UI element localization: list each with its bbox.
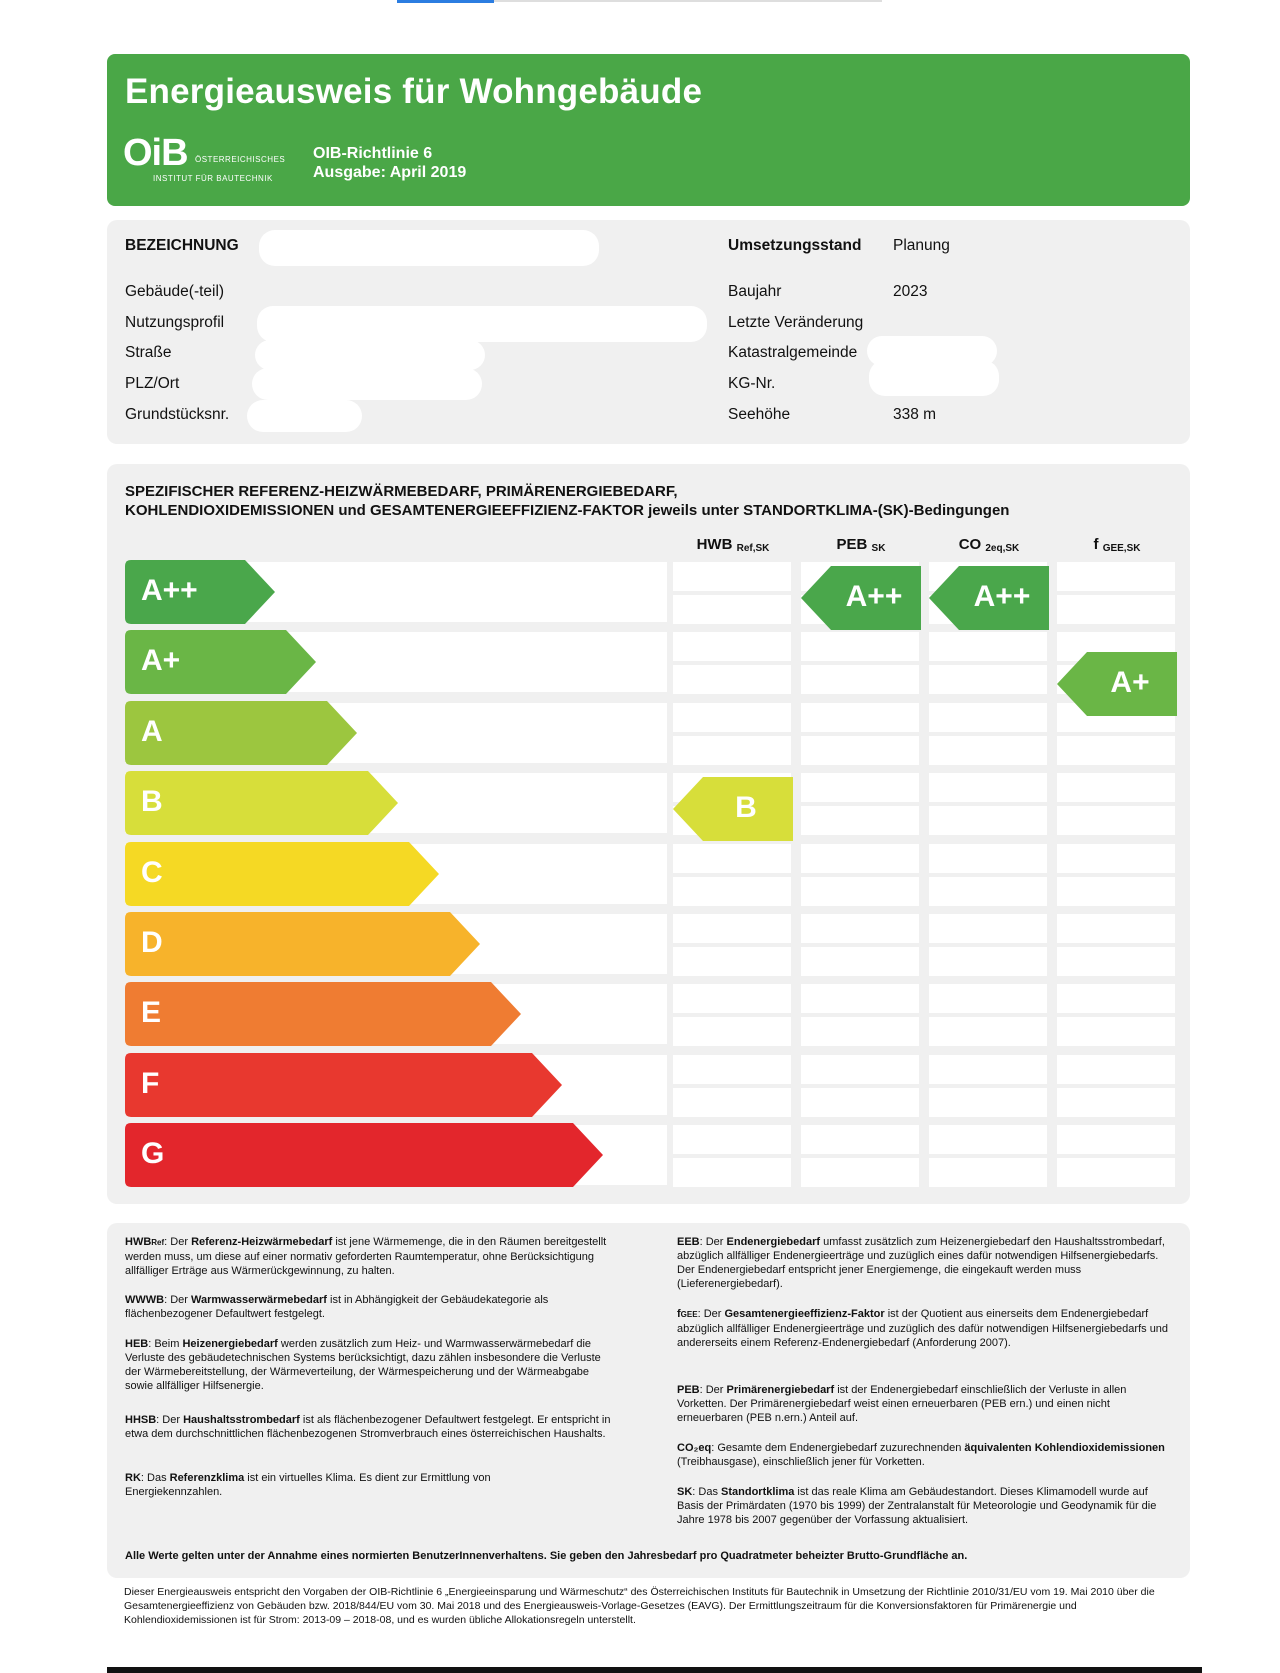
class-arrow-label: B	[141, 785, 163, 819]
rating-grid-cell	[673, 1055, 791, 1084]
oib-logo-line1: ÖSTERREICHISCHES	[195, 155, 286, 164]
rating-indicator-label: A++	[973, 580, 1031, 613]
rating-grid-cell	[673, 1158, 791, 1187]
class-arrow-label: A	[141, 714, 163, 748]
building-info-panel	[107, 220, 1190, 444]
guideline-name: OIB-Richtlinie 6	[313, 145, 433, 162]
rating-grid-cell	[1057, 806, 1175, 835]
rating-grid-cell	[801, 773, 919, 802]
rating-grid-cell	[929, 665, 1047, 694]
class-arrow-g	[125, 1123, 603, 1187]
class-arrow-shape	[125, 842, 439, 906]
rating-grid-cell	[801, 1017, 919, 1046]
rating-grid-cell	[673, 984, 791, 1013]
rating-grid-cell	[1057, 1017, 1175, 1046]
page-bottom-rule	[107, 1667, 1202, 1673]
rating-grid-cell	[673, 877, 791, 906]
class-arrow-d	[125, 912, 480, 976]
rating-grid-cell	[801, 1055, 919, 1084]
redacted-nutzungsprofil	[257, 306, 707, 342]
class-arrow-aplus	[125, 630, 316, 694]
label-letzte-veraenderung: Letzte Veränderung	[728, 314, 864, 331]
rating-indicator-label: B	[735, 791, 757, 825]
rating-grid-cell	[929, 1088, 1047, 1117]
label-strasse: Straße	[125, 344, 172, 361]
rating-indicator-hwb	[673, 777, 793, 841]
class-arrow-label: G	[141, 1137, 165, 1171]
rating-grid-cell	[673, 703, 791, 732]
rating-grid-cell	[673, 1088, 791, 1117]
rating-indicator-peb	[801, 566, 921, 630]
rating-grid-cell	[801, 1125, 919, 1154]
rating-grid-cell	[1057, 1055, 1175, 1084]
rating-grid-cell	[801, 1088, 919, 1117]
rating-grid-cell	[673, 632, 791, 661]
rating-grid-cell	[673, 844, 791, 873]
redacted-grundstuecksnr	[247, 400, 362, 432]
rating-grid-cell	[801, 806, 919, 835]
rating-grid-cell	[929, 1125, 1047, 1154]
class-arrow-aplusplus	[125, 560, 275, 624]
definition-eeb: EEB: Der Endenergiebedarf umfasst zusätzlich zum Heizenergiebedarf den Haushaltsstrombedarf, abzüglich allfälliger Endenergieerträge und zuzüglich eines dafür notwendigen Hilfsenergiebedarfs. Der Endenergiebedarf entspricht jener Energiemenge, die eingekauft werden muss (Lieferenergiebedarf).	[677, 1236, 1165, 1290]
definition-sk: SK: Das Standortklima ist das reale Klima am Gebäudestandort. Dieses Klimamodell wurde auf Basis der Primärdaten (1970 bis 1999) der Zentralanstalt für Meteorologie und Geodynamik für die Jahre 1978 bis 2007 gegenüber der Vorfassung aktualisiert.	[677, 1486, 1157, 1526]
column-header-fgee: f $_{GEE,SK}$	[1093, 536, 1141, 554]
definition-hhsb: HHSB: Der Haushaltsstrombedarf ist als flächenbezogener Defaultwert festgelegt. Er entspricht in etwa dem durchschnittlichen flächenbezogenen Stromverbrauch eines österreichischen Haushalts.	[125, 1414, 611, 1440]
rating-grid-cell	[673, 1017, 791, 1046]
guideline-edition: Ausgabe: April 2019	[313, 164, 467, 181]
rating-grid-cell	[1057, 595, 1175, 624]
column-header-peb: PEB $_{SK}$	[836, 536, 886, 554]
rating-grid-cell	[801, 665, 919, 694]
class-arrow-shape	[125, 771, 398, 835]
rating-grid-cell	[673, 562, 791, 591]
rating-indicator-fgee	[1057, 652, 1177, 716]
class-arrow-e	[125, 982, 521, 1046]
rating-grid-cell	[929, 877, 1047, 906]
rating-grid-cell	[929, 1158, 1047, 1187]
definitions-panel	[107, 1223, 1190, 1578]
definition-co2eq: CO₂eq: Gesamte dem Endenergiebedarf zuzurechnenden äquivalenten Kohlendioxidemissionen (Treibhausgase), einschließlich jener für Vorketten.	[677, 1442, 1165, 1468]
rating-indicator-label: A++	[845, 580, 903, 613]
energy-scale-panel	[107, 464, 1190, 1204]
redacted-strasse	[255, 340, 485, 370]
oib-logo-line2: INSTITUT FÜR BAUTECHNIK	[153, 174, 273, 183]
class-arrow-shape	[125, 912, 480, 976]
rating-grid-cell	[929, 806, 1047, 835]
definition-wwwb: WWWB: Der Warmwasserwärmebedarf ist in Abhängigkeit der Gebäudekategorie als flächenbezogener Defaultwert festgelegt.	[125, 1294, 549, 1320]
rating-indicator-co2	[929, 566, 1049, 630]
rating-grid-cell	[929, 632, 1047, 661]
definition-hwb: HWBRef: Der Referenz-Heizwärmebedarf ist jene Wärmemenge, die in den Räumen bereitgestellt werden muss, um diese auf einer normativ geforderten Raumtemperatur, ohne Berücksichtigung allfälliger Erträge aus Wärmerückgewinnung, zu halten.	[125, 1236, 607, 1277]
label-bezeichnung: BEZEICHNUNG	[125, 237, 239, 254]
redacted-plz-ort	[252, 368, 482, 400]
rating-grid-cell	[801, 947, 919, 976]
label-grundstuecksnr: Grundstücksnr.	[125, 406, 230, 423]
class-arrow-label: A+	[141, 644, 181, 678]
value-seehoehe: 338 m	[893, 406, 937, 423]
definition-peb: PEB: Der Primärenergiebedarf ist der Endenergiebedarf einschließlich der Verluste in allen Vorketten. Der Primärenergiebedarf weist einen erneuerbaren (PEB ern.) und einen nicht erneuerbaren (PEB n.ern.) Anteil auf.	[677, 1384, 1127, 1424]
scale-title	[125, 482, 1009, 520]
class-arrow-label: F	[141, 1066, 160, 1100]
value-baujahr: 2023	[893, 283, 928, 300]
rating-grid-cell	[801, 984, 919, 1013]
rating-grid-cell	[1057, 1088, 1175, 1117]
rating-indicator-label: A+	[1110, 666, 1150, 700]
rating-grid-cell	[1057, 844, 1175, 873]
class-arrow-label: D	[141, 926, 163, 959]
class-arrow-label: C	[141, 855, 163, 889]
label-seehoehe: Seehöhe	[728, 406, 791, 423]
rating-grid-cell	[1057, 914, 1175, 943]
values-note: Alle Werte gelten unter der Annahme eines normierten BenutzerInnenverhaltens. Sie geben den Jahresbedarf pro Quadratmeter beheizter Brutto-Grundfläche an.	[125, 1550, 968, 1562]
rating-grid-cell	[929, 984, 1047, 1013]
value-umsetzungsstand: Planung	[893, 237, 950, 254]
rating-grid-cell	[673, 914, 791, 943]
class-arrow-a	[125, 701, 357, 765]
certificate-header	[107, 54, 1190, 206]
class-arrow-shape	[125, 982, 521, 1046]
label-gebaeude: Gebäude(-teil)	[125, 283, 225, 300]
class-arrow-label: A++	[141, 574, 198, 607]
rating-grid-cell	[801, 914, 919, 943]
rating-grid-cell	[801, 844, 919, 873]
definition-heb: HEB: Beim Heizenergiebedarf werden zusätzlich zum Heiz- und Warmwasserwärmebedarf die Verluste des gebäudetechnischen Systems berücksichtigt, dazu zählen insbesondere die Verluste der Wärmebereitstellung, der Wärmeverteilung, der Wärmespeicherung und der Wärmeabgabe sowie allfälliger Hilfsenergie.	[125, 1338, 601, 1392]
rating-grid-cell	[673, 736, 791, 765]
rating-grid-cell	[929, 1055, 1047, 1084]
rating-grid-cell	[929, 947, 1047, 976]
class-arrow-shape	[125, 1123, 603, 1187]
label-baujahr: Baujahr	[728, 283, 782, 300]
rating-grid-cell	[801, 877, 919, 906]
rating-grid-cell	[1057, 877, 1175, 906]
redacted-bezeichnung	[259, 230, 599, 266]
class-arrow-b	[125, 771, 398, 835]
rating-grid-cell	[1057, 1125, 1175, 1154]
column-header-co2: CO $_{2eq,SK}$	[958, 536, 1020, 554]
rating-grid-cell	[1057, 947, 1175, 976]
rating-grid-cell	[929, 914, 1047, 943]
class-arrow-shape	[125, 1053, 562, 1117]
rating-grid-cell	[673, 947, 791, 976]
rating-grid-cell	[929, 703, 1047, 732]
class-arrow-f	[125, 1053, 562, 1117]
oib-logo-mark: OiB	[123, 132, 188, 174]
scale-title-line2: KOHLENDIOXIDEMISSIONEN und GESAMTENERGIEEFFIZIENZ-FAKTOR jeweils unter STANDORTKLIMA-(SK)-Bedingungen	[125, 502, 1010, 519]
rating-grid-cell	[1057, 1158, 1175, 1187]
rating-grid-cell	[801, 736, 919, 765]
rating-grid-cell	[1057, 562, 1175, 591]
label-katastralgemeinde: Katastralgemeinde	[728, 344, 858, 361]
definition-rk: RK: Das Referenzklima ist ein virtuelles Klima. Es dient zur Ermittlung von Energiekennzahlen.	[125, 1472, 491, 1498]
scroll-indicator-thumb[interactable]	[397, 0, 494, 3]
rating-grid-cell	[1057, 736, 1175, 765]
class-arrow-label: E	[141, 996, 162, 1030]
label-plz-ort: PLZ/Ort	[125, 375, 180, 392]
rating-grid-cell	[1057, 773, 1175, 802]
label-umsetzungsstand: Umsetzungsstand	[728, 237, 862, 254]
column-header-hwb: HWB $_{Ref,SK}$	[696, 536, 770, 554]
rating-grid-cell	[673, 1125, 791, 1154]
legal-footer: Dieser Energieausweis entspricht den Vorgaben der OIB-Richtlinie 6 „Energieeinsparung und Wärmeschutz“ des Österreichischen Instituts für Bautechnik in Umsetzung der Richtlinie 2010/31/EU vom 19. Mai 2010 über die Gesamtenergieeffizienz von Gebäuden bzw. 2018/844/EU vom 30. Mai 2018 und des Energieausweis-Vorlage-Gesetzes (EAVG). Der Ermittlungszeitraum für die Konversionsfaktoren für Primärenergie und Kohlendioxidemissionen ist für Strom: 2013-09 – 2018-08, und es wurden übliche Allokationsregeln unterstellt.	[124, 1586, 1155, 1626]
scale-title-line1: SPEZIFISCHER REFERENZ-HEIZWÄRMEBEDARF, PRIMÄRENERGIEBEDARF,	[125, 483, 678, 500]
rating-grid-cell	[929, 773, 1047, 802]
rating-grid-cell	[1057, 984, 1175, 1013]
rating-grid-cell	[929, 1017, 1047, 1046]
rating-grid-cell	[929, 844, 1047, 873]
rating-grid-cell	[673, 595, 791, 624]
rating-grid-cell	[801, 1158, 919, 1187]
label-kg-nr: KG-Nr.	[728, 375, 776, 392]
label-nutzungsprofil: Nutzungsprofil	[125, 314, 225, 331]
certificate-title: Energieausweis für Wohngebäude	[125, 72, 703, 111]
oib-logo	[123, 134, 303, 190]
rating-grid-cell	[673, 665, 791, 694]
rating-grid-cell	[929, 736, 1047, 765]
class-arrow-c	[125, 842, 439, 906]
rating-grid-cell	[801, 632, 919, 661]
redacted-kg-nr	[869, 360, 999, 396]
guideline-info	[313, 144, 466, 182]
definition-fgee: fGEE: Der Gesamtenergieeffizienz-Faktor ist der Quotient aus einerseits dem Endenergiebedarf abzüglich allfälliger Endenergieerträge und zuzüglich des dafür notwendigen Hilfsenergiebedarfs und andererseits einem Referenz-Endenergiebedarf (Anforderung 2007).	[677, 1308, 1169, 1349]
rating-grid-cell	[801, 703, 919, 732]
